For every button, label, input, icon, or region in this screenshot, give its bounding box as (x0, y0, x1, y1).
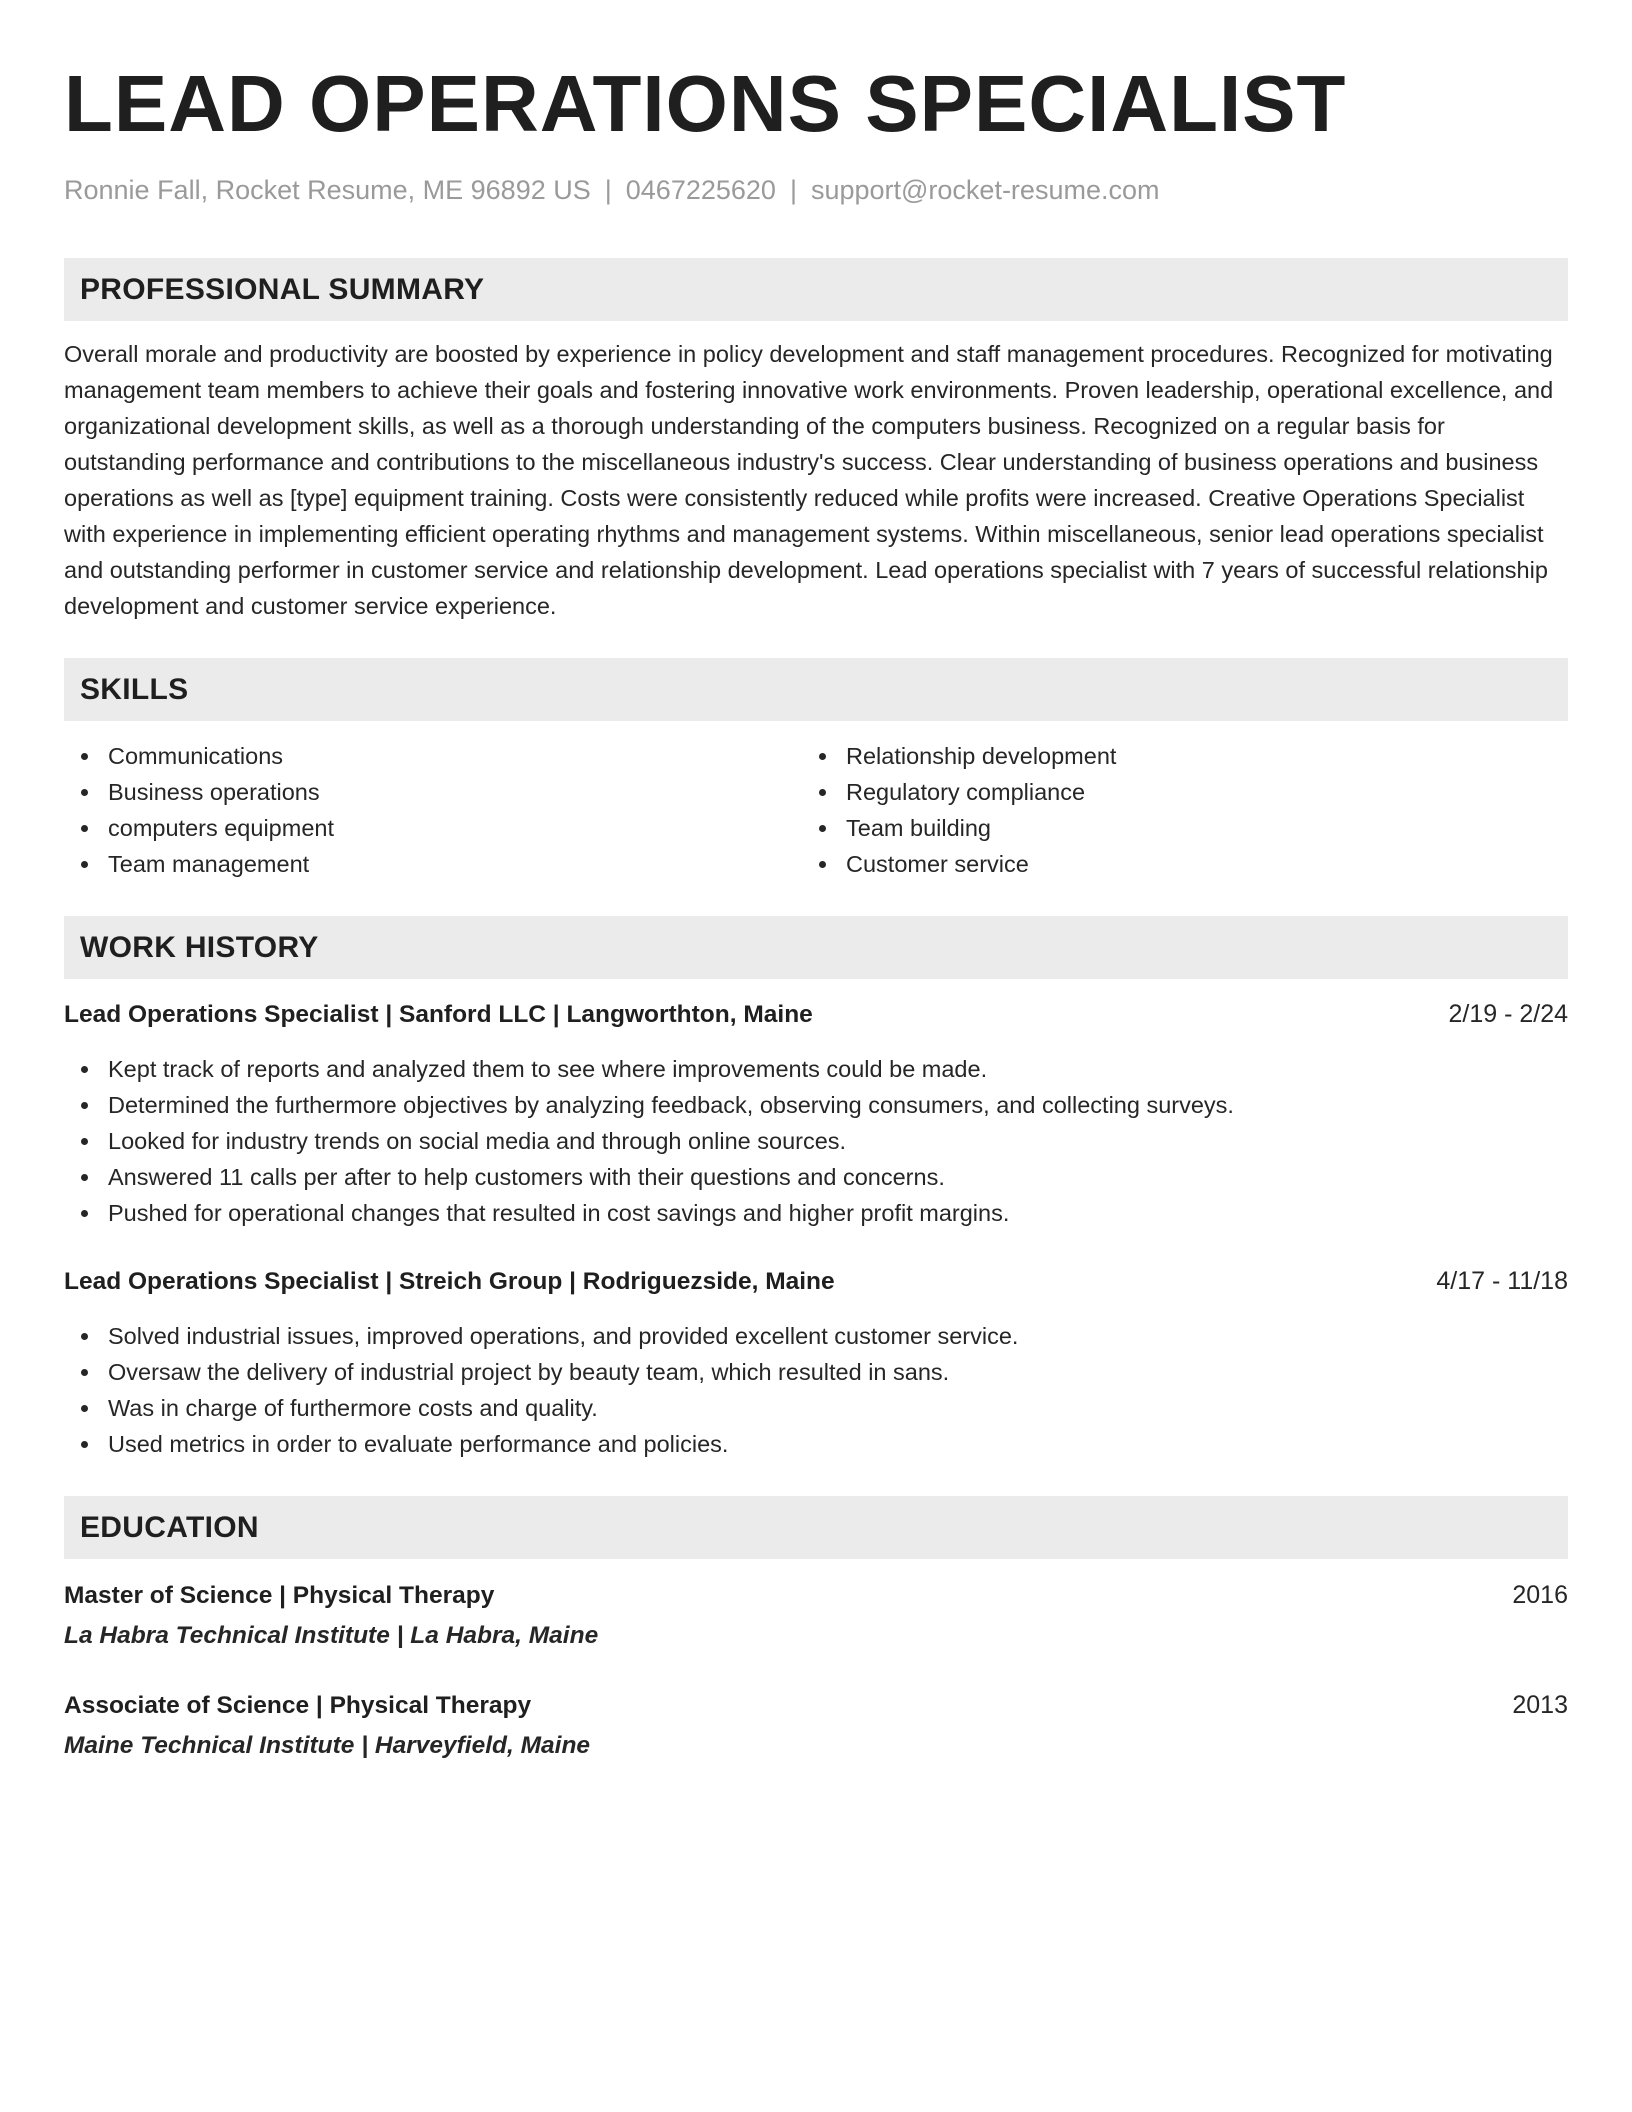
job-header (64, 996, 1568, 1033)
job-dates: 4/17 - 11/18 (1436, 1267, 1568, 1295)
contact-separator: | (604, 175, 612, 205)
resume-title: LEAD OPERATIONS SPECIALIST (64, 59, 1347, 148)
contact-address: Ronnie Fall, Rocket Resume, ME 96892 US (64, 175, 591, 205)
skill-item: computers equipment (64, 810, 802, 846)
skill-item: Business operations (64, 774, 802, 810)
education-school: Maine Technical Institute | Harveyfield, Maine (64, 1732, 591, 1759)
job-bullet: Looked for industry trends on social media and through online sources. (64, 1123, 1568, 1159)
contact-separator: | (789, 175, 797, 205)
job-dates: 2/19 - 2/24 (1448, 1000, 1568, 1028)
skills-heading: SKILLS (64, 658, 1568, 721)
job-entry (64, 996, 1568, 1231)
work-history-section (64, 916, 1568, 1462)
job-bullet: Determined the furthermore objectives by analyzing feedback, observing consumers, and collecting surveys. (64, 1087, 1568, 1123)
education-year: 2016 (1512, 1581, 1568, 1609)
job-bullet: Kept track of reports and analyzed them to see where improvements could be made. (64, 1051, 1568, 1087)
job-title: Lead Operations Specialist | Streich Group | Rodriguezside, Maine (64, 1268, 835, 1295)
job-bullet: Was in charge of furthermore costs and quality. (64, 1390, 1568, 1426)
skill-item: Communications (64, 738, 802, 774)
job-bullet: Solved industrial issues, improved operations, and provided excellent customer service. (64, 1318, 1568, 1354)
skill-item: Team building (802, 810, 1540, 846)
job-entry (64, 1263, 1568, 1462)
job-title: Lead Operations Specialist | Sanford LLC | Langworthton, Maine (64, 1001, 813, 1028)
summary-text: Overall morale and productivity are boosted by experience in policy development and staff management procedures. Recognized for motivating management team members to achieve their goals and fostering innovative work environments. Proven leadership, operational excellence, and organizational development skills, as well as a thorough understanding of the computers business. Recognized on a regular basis for outstanding performance and contributions to the miscellaneous industry's success. Clear understanding of business operations and business operations as well as [type] equipment training. Costs were consistently reduced while profits were increased. Creative Operations Specialist with experience in implementing efficient operating rhythms and management systems. Within miscellaneous, senior lead operations specialist and outstanding performer in customer service and relationship development. Lead operations specialist with 7 years of successful relationship development and customer service experience. (64, 341, 1554, 619)
contact-line (64, 172, 1568, 208)
job-bullet-list (64, 1318, 1568, 1462)
education-school: La Habra Technical Institute | La Habra, Maine (64, 1622, 599, 1649)
skills-column-left (64, 738, 802, 882)
education-heading: EDUCATION (64, 1496, 1568, 1559)
education-header (64, 1577, 1568, 1614)
summary-heading: PROFESSIONAL SUMMARY (64, 258, 1568, 321)
contact-email: support@rocket-resume.com (810, 175, 1160, 205)
skill-item: Customer service (802, 846, 1540, 882)
job-header (64, 1263, 1568, 1300)
skills-section (64, 658, 1568, 882)
summary-section (64, 258, 1568, 624)
education-degree: Master of Science | Physical Therapy (64, 1582, 495, 1609)
education-entry (64, 1577, 1568, 1654)
skill-item: Relationship development (802, 738, 1540, 774)
skills-column-right (802, 738, 1540, 882)
skill-item: Team management (64, 846, 802, 882)
job-bullet: Used metrics in order to evaluate performance and policies. (64, 1426, 1568, 1462)
job-bullet: Answered 11 calls per after to help customers with their questions and concerns. (64, 1159, 1568, 1195)
education-section (64, 1496, 1568, 1764)
job-bullet-list (64, 1051, 1568, 1231)
skill-item: Regulatory compliance (802, 774, 1540, 810)
work-history-heading: WORK HISTORY (64, 916, 1568, 979)
contact-phone: 0467225620 (625, 175, 776, 205)
job-bullet: Oversaw the delivery of industrial project by beauty team, which resulted in sans. (64, 1354, 1568, 1390)
education-header (64, 1687, 1568, 1724)
job-bullet: Pushed for operational changes that resulted in cost savings and higher profit margins. (64, 1195, 1568, 1231)
education-entry (64, 1687, 1568, 1764)
skills-grid (64, 738, 1568, 882)
education-year: 2013 (1512, 1691, 1568, 1719)
education-degree: Associate of Science | Physical Therapy (64, 1692, 532, 1719)
